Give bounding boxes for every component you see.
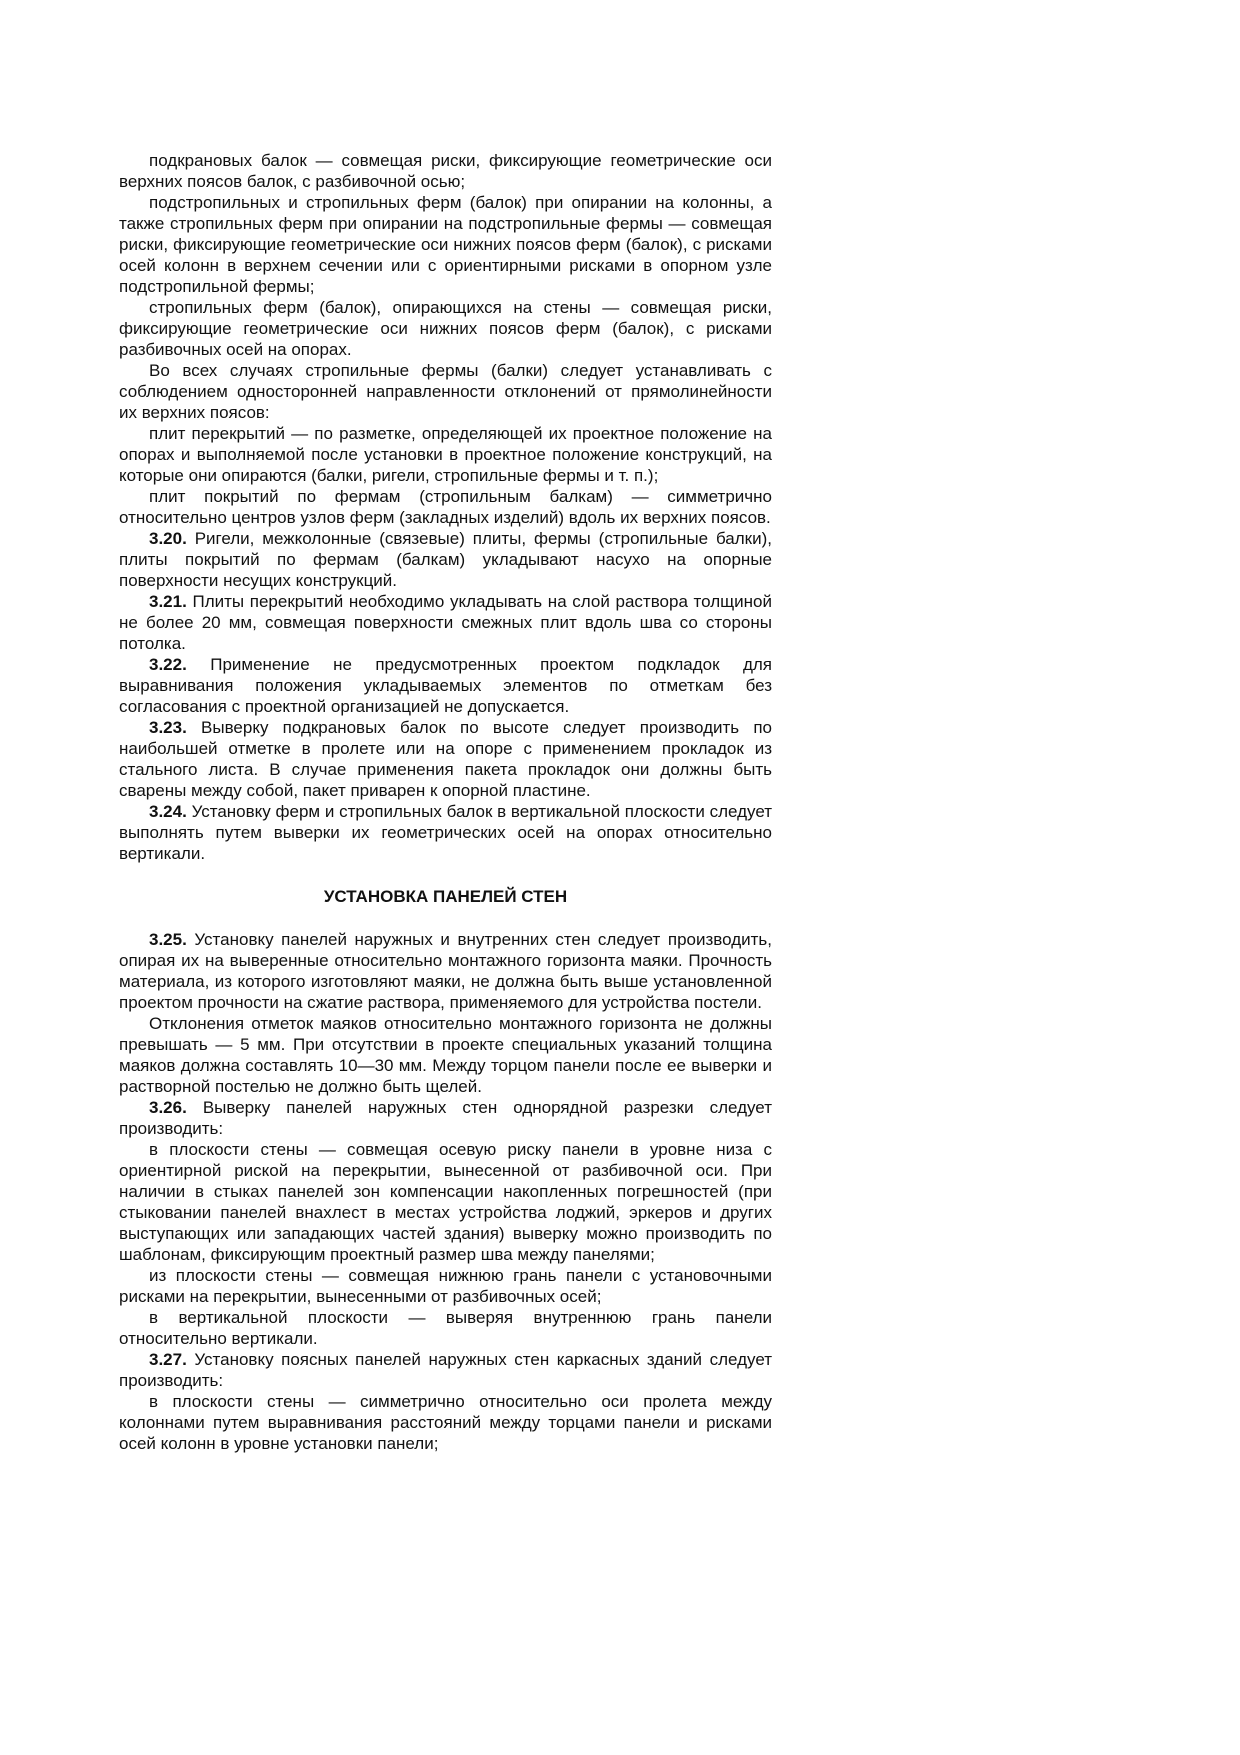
paragraph-3-20 [119, 528, 772, 591]
paragraph [119, 1139, 772, 1265]
paragraph-text: в вертикальной плоскости — выверяя внутреннюю грань панели относительно вертикали. [119, 1308, 772, 1348]
clause-number: 3.25. [149, 930, 187, 949]
paragraph-text: в плоскости стены — симметрично относительно оси пролета между колоннами путем выравнивания расстояний между торцами панели и рисками осей колонн в уровне установки панели; [119, 1392, 772, 1453]
clause-number: 3.27. [149, 1350, 187, 1369]
paragraph [119, 486, 772, 528]
clause-number: 3.20. [149, 529, 187, 548]
paragraph-text: в плоскости стены — совмещая осевую риску панели в уровне низа с ориентирной риской на перекрытии, вынесенной от разбивочной оси. При наличии в стыках панелей зон компенсации накопленных погрешностей (при стыковании панелей внахлест в местах устройства лоджий, эркеров и других выступающих или западающих частей здания) выверку можно производить по шаблонам, фиксирующим проектный размер шва между панелями; [119, 1140, 772, 1264]
paragraph-text: Выверку подкрановых балок по высоте следует производить по наибольшей отметке в пролете или на опоре с применением прокладок из стального листа. В случае применения пакета прокладок они должны быть сварены между собой, пакет приварен к опорной пластине. [119, 718, 772, 800]
paragraph-3-27 [119, 1349, 772, 1391]
paragraph-3-23 [119, 717, 772, 801]
paragraph-text: Установку ферм и стропильных балок в вертикальной плоскости следует выполнять путем выверки их геометрических осей на опорах относительно вертикали. [119, 802, 772, 863]
paragraph-text: Плиты перекрытий необходимо укладывать на слой раствора толщиной не более 20 мм, совмещая поверхности смежных плит вдоль шва со стороны потолка. [119, 592, 772, 653]
paragraph-3-26 [119, 1097, 772, 1139]
paragraph-text: из плоскости стены — совмещая нижнюю грань панели с установочными рисками на перекрытии, вынесенными от разбивочных осей; [119, 1266, 772, 1306]
paragraph [119, 192, 772, 297]
paragraph [119, 1391, 772, 1454]
paragraphs-top [119, 150, 772, 864]
paragraph-text: плит покрытий по фермам (стропильным балкам) — симметрично относительно центров узлов ферм (закладных изделий) вдоль их верхних поясов. [119, 487, 772, 527]
paragraphs-bottom [119, 929, 772, 1454]
clause-number: 3.23. [149, 718, 187, 737]
paragraph-text: Установку поясных панелей наружных стен каркасных зданий следует производить: [119, 1350, 772, 1390]
paragraph-text: подкрановых балок — совмещая риски, фиксирующие геометрические оси верхних поясов балок, с разбивочной осью; [119, 151, 772, 191]
paragraph-3-25 [119, 929, 772, 1013]
paragraph-text: плит перекрытий — по разметке, определяющей их проектное положение на опорах и выполняемой после установки в проектное положение конструкций, на которые они опираются (балки, ригели, стропильные фермы и т. п.); [119, 424, 772, 485]
paragraph [119, 1307, 772, 1349]
section-heading: УСТАНОВКА ПАНЕЛЕЙ СТЕН [323, 887, 568, 906]
paragraph [119, 1265, 772, 1307]
paragraph [119, 297, 772, 360]
paragraph [119, 1013, 772, 1097]
paragraph-text: стропильных ферм (балок), опирающихся на стены — совмещая риски, фиксирующие геометрические оси нижних поясов ферм (балок), с рисками разбивочных осей на опорах. [119, 298, 772, 359]
paragraph-3-22 [119, 654, 772, 717]
clause-number: 3.26. [149, 1098, 187, 1117]
paragraph-text: Выверку панелей наружных стен однорядной разрезки следует производить: [119, 1098, 772, 1138]
paragraph-text: Отклонения отметок маяков относительно монтажного горизонта не должны превышать — 5 мм. При отсутствии в проекте специальных указаний толщина маяков должна составлять 10—30 мм. Между торцом панели после ее выверки и растворной постелью не должно быть щелей. [119, 1014, 772, 1096]
paragraph [119, 423, 772, 486]
clause-number: 3.24. [149, 802, 187, 821]
paragraph-text: Во всех случаях стропильные фермы (балки) следует устанавливать с соблюдением односторонней направленности отклонений от прямолинейности их верхних поясов: [119, 361, 772, 422]
document-page [119, 150, 772, 1454]
paragraph-text: Установку панелей наружных и внутренних стен следует производить, опирая их на выверенные относительно монтажного горизонта маяки. Прочность материала, из которого изготовляют маяки, не должна быть выше установленной проектом прочности на сжатие раствора, применяемого для устройства постели. [119, 930, 772, 1012]
paragraph [119, 150, 772, 192]
clause-number: 3.21. [149, 592, 187, 611]
clause-number: 3.22. [149, 655, 187, 674]
paragraph-text: подстропильных и стропильных ферм (балок) при опирании на колонны, а также стропильных ферм при опирании на подстропильные фермы — совмещая риски, фиксирующие геометрические оси нижних поясов ферм (балок), с рисками осей колонн в верхнем сечении или с ориентирными рисками в опорном узле подстропильной фермы; [119, 193, 772, 296]
paragraph-3-21 [119, 591, 772, 654]
paragraph-3-24 [119, 801, 772, 864]
paragraph-text: Ригели, межколонные (связевые) плиты, фермы (стропильные балки), плиты покрытий по фермам (балкам) укладывают насухо на опорные поверхности несущих конструкций. [119, 529, 772, 590]
paragraph-text: Применение не предусмотренных проектом подкладок для выравнивания положения укладываемых элементов по отметкам без согласования с проектной организацией не допускается. [119, 655, 772, 716]
paragraph [119, 360, 772, 423]
